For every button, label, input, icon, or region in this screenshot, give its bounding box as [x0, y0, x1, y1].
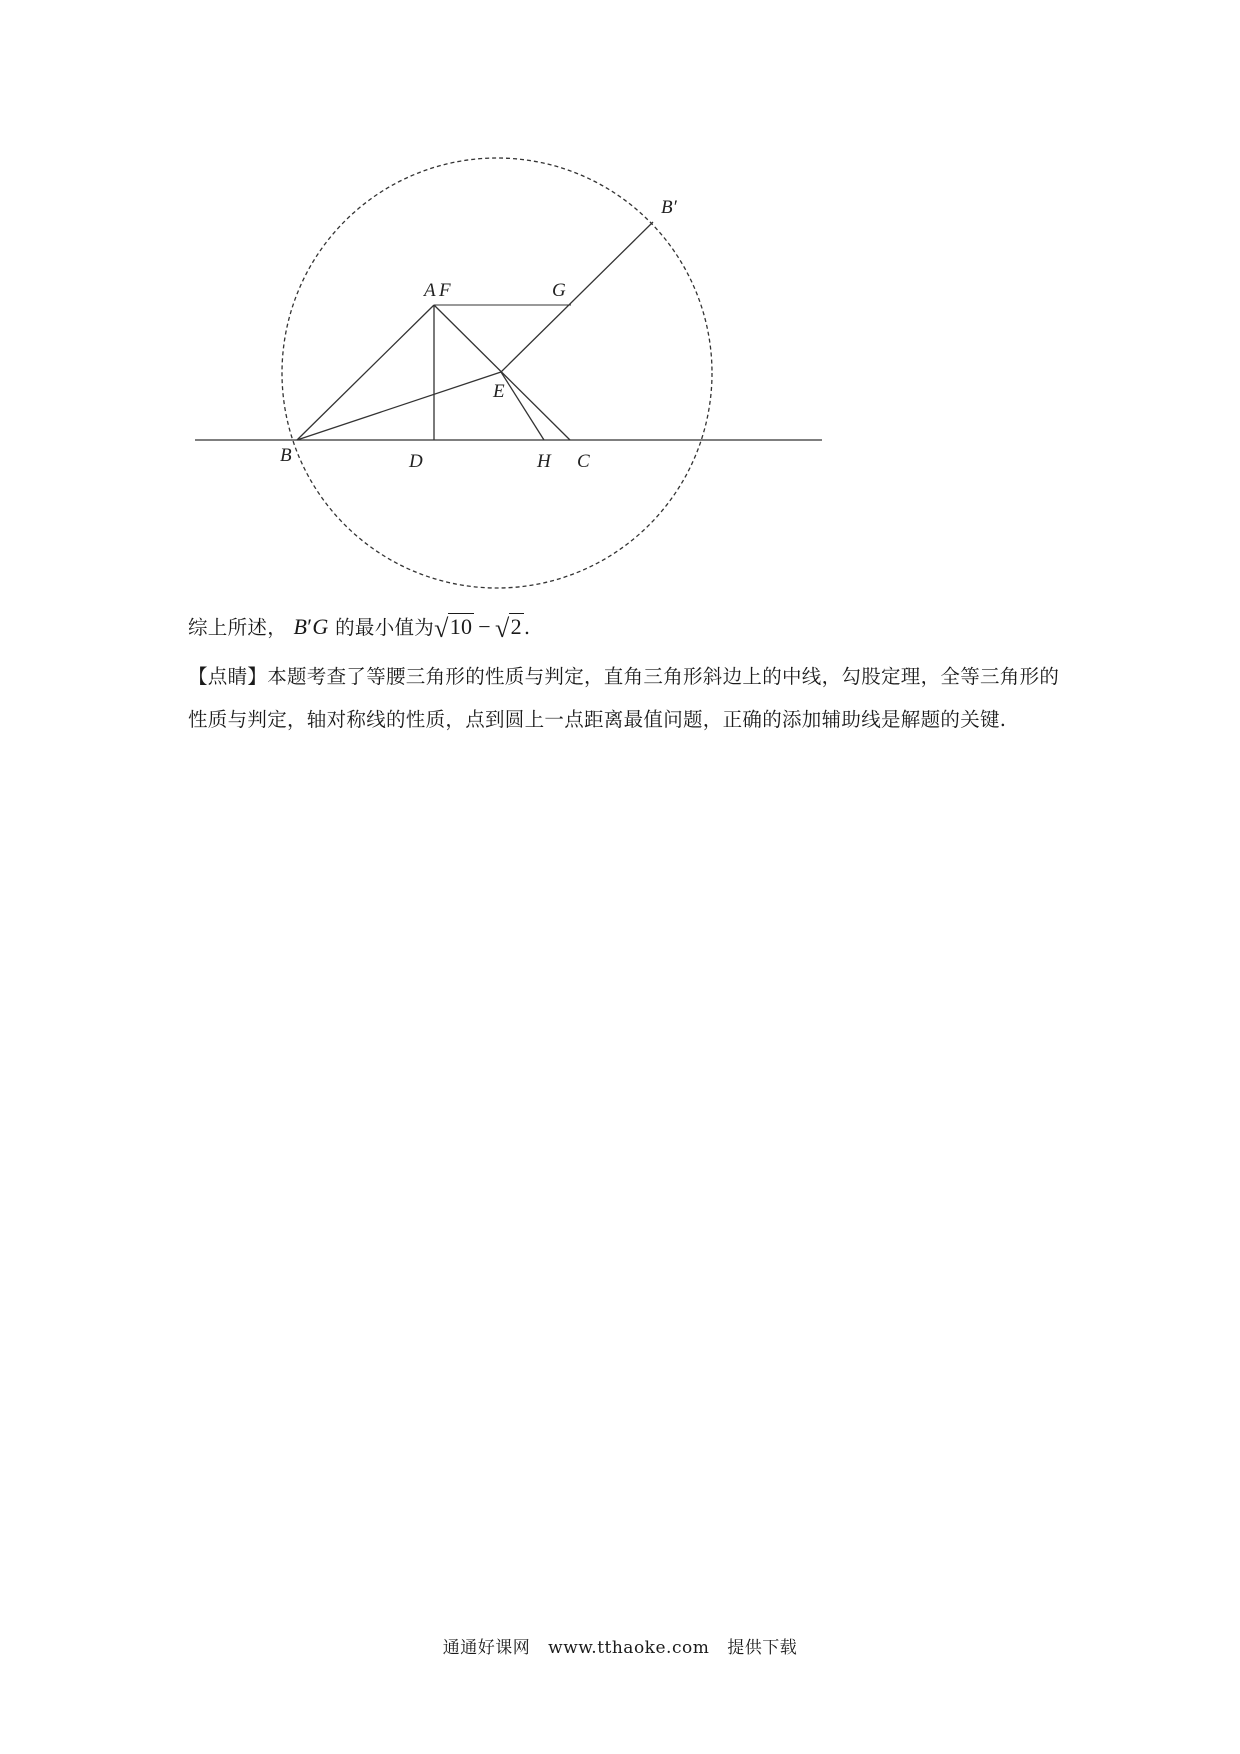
sqrt-10 [434, 605, 474, 650]
summary-end: . [523, 616, 531, 639]
label-E: E [493, 381, 505, 402]
min-value-expression [434, 614, 524, 643]
label-D: D [409, 451, 423, 472]
comment-text: 本题考查了等腰三角形的性质与判定，直角三角形斜边上的中线，勾股定理，全等三角形的性质与判定，轴对称线的性质，点到圆上一点距离最值问题，正确的添加辅助线是解题的关键. [188, 665, 1060, 731]
geometry-figure [0, 0, 1240, 600]
radicand-10: 10 [449, 614, 473, 639]
label-G: G [552, 280, 566, 301]
var-prime: ′ [307, 614, 313, 639]
label-B-prime: B′ [661, 197, 677, 218]
label-C: C [577, 451, 590, 472]
segment-BE [297, 372, 501, 440]
label-H: H [537, 451, 551, 472]
footer-suffix: 提供下载 [727, 1638, 798, 1658]
minus-sign: − [478, 614, 492, 639]
sqrt-2 [495, 605, 524, 650]
segment-name [294, 614, 329, 639]
segment-EH [501, 372, 544, 440]
label-A: A [424, 280, 436, 301]
footer-url[interactable]: www.tthaoke.com [548, 1638, 710, 1658]
radical-sign-icon: √ [434, 614, 449, 643]
var-b: B [293, 614, 308, 639]
summary-prefix: 综上所述， [188, 616, 288, 639]
label-F: F [439, 280, 451, 301]
var-g: G [312, 614, 329, 639]
radical-sign-icon: √ [495, 614, 510, 643]
comment-label: 【点睛】 [188, 665, 268, 688]
segment-EB-prime [501, 222, 653, 372]
page-footer [0, 1633, 1240, 1658]
label-B: B [280, 445, 292, 466]
radicand-2: 2 [510, 614, 522, 639]
summary-middle: 的最小值为 [335, 616, 435, 639]
comment-paragraph [188, 655, 1068, 741]
summary-line [188, 605, 1068, 650]
footer-site-name: 通通好课网 [442, 1638, 531, 1658]
segment-BA [297, 305, 434, 440]
